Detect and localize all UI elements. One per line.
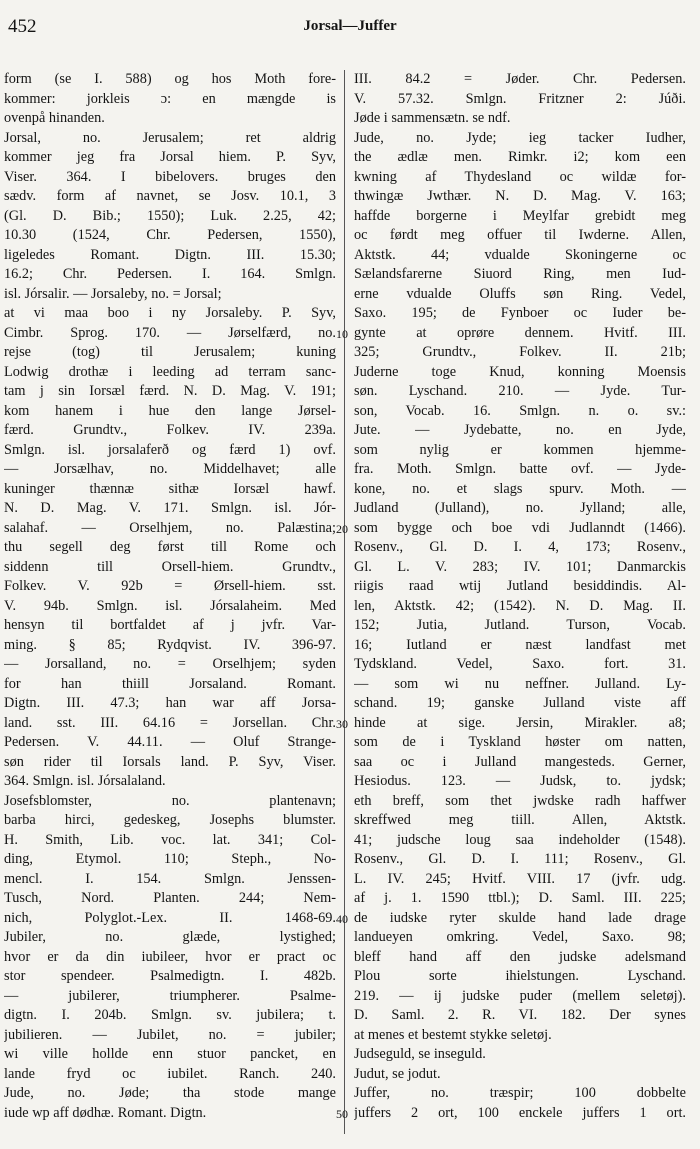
text-line: Aktstk. 44; vdualde Skoningerne oc [354,246,686,263]
text-line: hensyn til bortfaldet af j jvfr. Var- [4,617,336,633]
page-number: 452 [8,16,37,37]
line-number: 50 [336,1106,348,1121]
text-line: som de i Tyskland høster om natten, [354,734,686,750]
text-line: hinde at sige. Jersin, Mirakler. a8; [354,714,686,731]
text-line: son, Vocab. 16. Smlgn. n. o. sv.: [354,402,686,419]
left-column [4,70,336,1123]
text-line: (Gl. D. Bib.; 1550); Luk. 2.25, 42; [4,207,336,224]
text-line: Folkev. V. 92b = Ørsell-hiem. sst. [4,578,336,594]
text-line: rejse (tog) til Jerusalem; kuning [4,344,336,360]
text-line: Rosenv., Gl. D. I. 4, 173; Rosenv., [354,539,686,555]
text-line: stor spendeer. Psalmedigtn. I. 482b. [4,968,336,984]
text-line: Smlgn. isl. jorsalaferð og færd 1) ovf. [4,441,336,458]
text-line: gynte at oprøre dennem. Hvitf. III. [354,324,686,341]
text-line: Cimbr. Sprog. 170. — Jørselfærd, no. [4,324,336,341]
text-line: III. 84.2 = Jøder. Chr. Pedersen. [354,71,686,87]
text-line: kuninger thænnæ sithæ Iorsæl hawf. [4,480,336,497]
text-line: for han thiill Jorsaland. Romant. [4,675,336,692]
text-line: ovenpå hinanden. [4,110,105,126]
text-line: Judseguld, se inseguld. [354,1046,486,1062]
line-number: 30 [336,716,348,731]
text-line: kommer jeg fra Jorsal hiem. P. Syv, [4,149,336,165]
text-line: thu segell deg først till Rome och [4,539,336,555]
text-line: Pedersen. V. 44.11. — Oluf Strange- [4,734,336,750]
line-number: 10 [336,326,348,341]
text-line: haffde borgerne i Meylfar grebidt meg [354,207,686,224]
text-line: N. D. Mag. V. 171. Smlgn. isl. Jór- [4,500,336,516]
text-line: land. sst. III. 64.16 = Jorsellan. Chr. [4,714,336,731]
text-line: the ædlæ men. Rimkr. i2; kom een [354,149,686,165]
text-line: ding, Etymol. 110; Steph., No- [4,851,336,867]
text-line: Jubiler, no. glæde, lystighed; [4,929,336,945]
text-line: 16.2; Chr. Pedersen. I. 164. Smlgn. [4,266,336,282]
text-line: kom hanem i hue den lange Jørsel- [4,402,336,419]
text-line: barba hirci, gedeskeg, Josephs blumster. [4,812,336,828]
text-line: ming. § 85; Rydqvist. IV. 396-97. [4,636,336,653]
text-line: wi ville hollde enn stuor pancket, en [4,1046,336,1062]
text-line: — Jorsalland, no. = Orselhjem; syden [4,656,336,672]
text-line: form (se I. 588) og hos Moth fore- [4,71,336,87]
line-number: 40 [336,911,348,926]
text-line: H. Smith, Lib. voc. lat. 341; Col- [4,831,336,848]
text-line: af j. 1. 1590 ttbl.); D. Saml. III. 225; [354,890,686,906]
text-line: kommer: jorkleis ɔ: en mængde is [4,90,336,107]
text-line: 325; Grundtv., Folkev. II. 21b; [354,344,686,360]
text-line: fra. Moth. Smlgn. batte ovf. — Jyde- [354,461,686,477]
text-line: saa oc i Julland mangesteds. Gerner, [354,753,686,770]
text-line: Saxo. 195; de Fynboer oc Iuder be- [354,305,686,321]
text-line: Gl. L. V. 283; IV. 101; Danmarckis [354,558,686,575]
text-line: Rosenv., Gl. D. I. 111; Rosenv., Gl. [354,851,686,867]
text-line: Digtn. III. 47.3; han war aff Jorsa- [4,695,336,711]
text-line: Hesiodus. 123. — Judsk, to. jydsk; [354,773,686,789]
text-line: Lodwig drothæ i leeding ad terram sanc- [4,363,336,380]
text-line: D. Saml. 2. R. VI. 182. Der synes [354,1007,686,1023]
text-line: len, Aktstk. 42; (1542). N. D. Mag. II. [354,597,686,614]
text-line: V. 57.32. Smlgn. Fritzner 2: Júði. [354,90,686,107]
text-line: nich, Polyglot.-Lex. II. 1468-69. [4,909,336,926]
running-title: Jorsal—Juffer [303,18,397,34]
text-line: 364. Smlgn. isl. Jórsalaland. [4,773,166,789]
text-line: Jøde i sammensætn. se ndf. [354,110,511,126]
text-line: thwingæ Jwthær. N. D. Mag. V. 163; [354,188,686,204]
text-line: søn. Lyschand. 210. — Jyde. Tur- [354,383,686,399]
text-line: Viser. 364. I bibelovers. bruges den [4,168,336,185]
text-line: — Jorsælhav, no. Middelhavet; alle [4,461,336,477]
text-line: juffers 2 ort, 100 enckele juffers 1 ort. [354,1104,686,1121]
text-line: 219. — ij judske puder (mellem seletøj). [354,987,686,1004]
text-line: Jude, no. Jøde; tha stode mange [4,1085,336,1101]
text-line: eth breff, som thet jwdske radh haffwer [354,792,686,809]
text-line: Jorsal, no. Jerusalem; ret aldrig [4,129,336,146]
text-line: Juffer, no. træspir; 100 dobbelte [354,1085,686,1101]
text-line: V. 94b. Smlgn. isl. Jórsalaheim. Med [4,597,336,614]
text-line: som bygge och boe vdi Judlanndt (1466). [354,519,686,536]
text-line: — som wi nu neffner. Julland. Ly- [354,675,686,692]
text-line: jubilieren. — Jubilet, no. = jubiler; [4,1026,336,1043]
text-line: erne vdualde Oluffs søn Ring. Vedel, [354,285,686,302]
text-line: siddenn till Orsell-hiem. Grundtv., [4,558,336,575]
text-line: mencl. I. 154. Smlgn. Jenssen- [4,870,336,887]
text-line: digtn. I. 204b. Smlgn. sv. jubilera; t. [4,1007,336,1023]
text-line: skreffwed meg tiill. Allen, Aktstk. [354,812,686,828]
text-line: Tydskland. Vedel, Saxo. fort. 31. [354,656,686,672]
text-line: Sælandsfarerne Siuord Ring, men Iud- [354,266,686,282]
text-line: kwning af Thydesland oc wildæ for- [354,168,686,185]
text-line: Josefsblomster, no. plantenavn; [4,792,336,809]
text-line: iude wp aff dødhæ. Romant. Digtn. [4,1104,207,1121]
text-line: isl. Jórsalir. — Jorsaleby, no. = Jorsal; [4,285,222,302]
text-line: sædv. form af navnet, se Josv. 10.1, 3 [4,188,336,204]
text-line: 41; judsche loug saa indeholder (1548). [354,831,686,848]
text-line: kone, no. et slags spurv. Moth. — [354,480,686,497]
column-divider [344,70,345,1134]
text-line: — jubilerer, triumpherer. Psalme- [4,987,336,1004]
text-line: oc førdt meg offuer til Iwderne. Allen, [354,227,686,243]
text-line: søn rider til Iorsals land. P. Syv, Viser. [4,753,336,770]
text-line: salahaf. — Orselhjem, no. Palæstina; [4,519,336,536]
page-header [0,10,700,40]
text-line: 10.30 (1524, Chr. Pedersen, 1550), [4,227,336,243]
text-line: ligeledes Romant. Digtn. III. 15.30; [4,246,336,263]
text-line: L. IV. 245; Hvitf. VIII. 17 (jvfr. udg. [354,870,686,887]
text-line: riigis raad wtij Jutland besiddindis. Al- [354,578,686,594]
text-line: færd. Grundtv., Folkev. IV. 239a. [4,422,336,438]
right-column [354,70,686,1123]
text-line: 16; Iutland er næst landfast met [354,636,686,653]
text-line: Plou sorte ihielstungen. Lyschand. [354,968,686,984]
text-line: Tusch, Nord. Planten. 244; Nem- [4,890,336,906]
text-line: at menes et bestemt stykke seletøj. [354,1026,552,1043]
text-line: lande fryd oc iubilet. Ranch. 240. [4,1065,336,1082]
text-line: Judland (Julland), no. Jylland; alle, [354,500,686,516]
line-number: 20 [336,521,348,536]
text-line: schand. 19; ganske Julland viste aff [354,695,686,711]
text-line: Jude, no. Jyde; ieg tacker Iudher, [354,129,686,146]
text-line: hvor er da din iubileer, hvor er pract oc [4,948,336,965]
text-line: Jute. — Jydebatte, no. en Jyde, [354,422,686,438]
text-line: landueyen omkring. Vedel, Saxo. 98; [354,929,686,945]
text-line: Juderne toge Knud, konning Moensis [354,363,686,380]
text-line: bleff hand aff den judske adelsmand [354,948,686,965]
text-line: at vi maa boo i ny Jorsaleby. P. Syv, [4,305,336,321]
text-line: tam j sin Iorsæl færd. N. D. Mag. V. 191; [4,383,336,399]
text-line: de iudske ryter skulde hand lade drage [354,909,686,926]
text-line: 152; Jutia, Jutland. Turson, Vocab. [354,617,686,633]
text-line: Judut, se jodut. [354,1065,441,1082]
text-line: som nylig er kommen hjemme- [354,441,686,458]
